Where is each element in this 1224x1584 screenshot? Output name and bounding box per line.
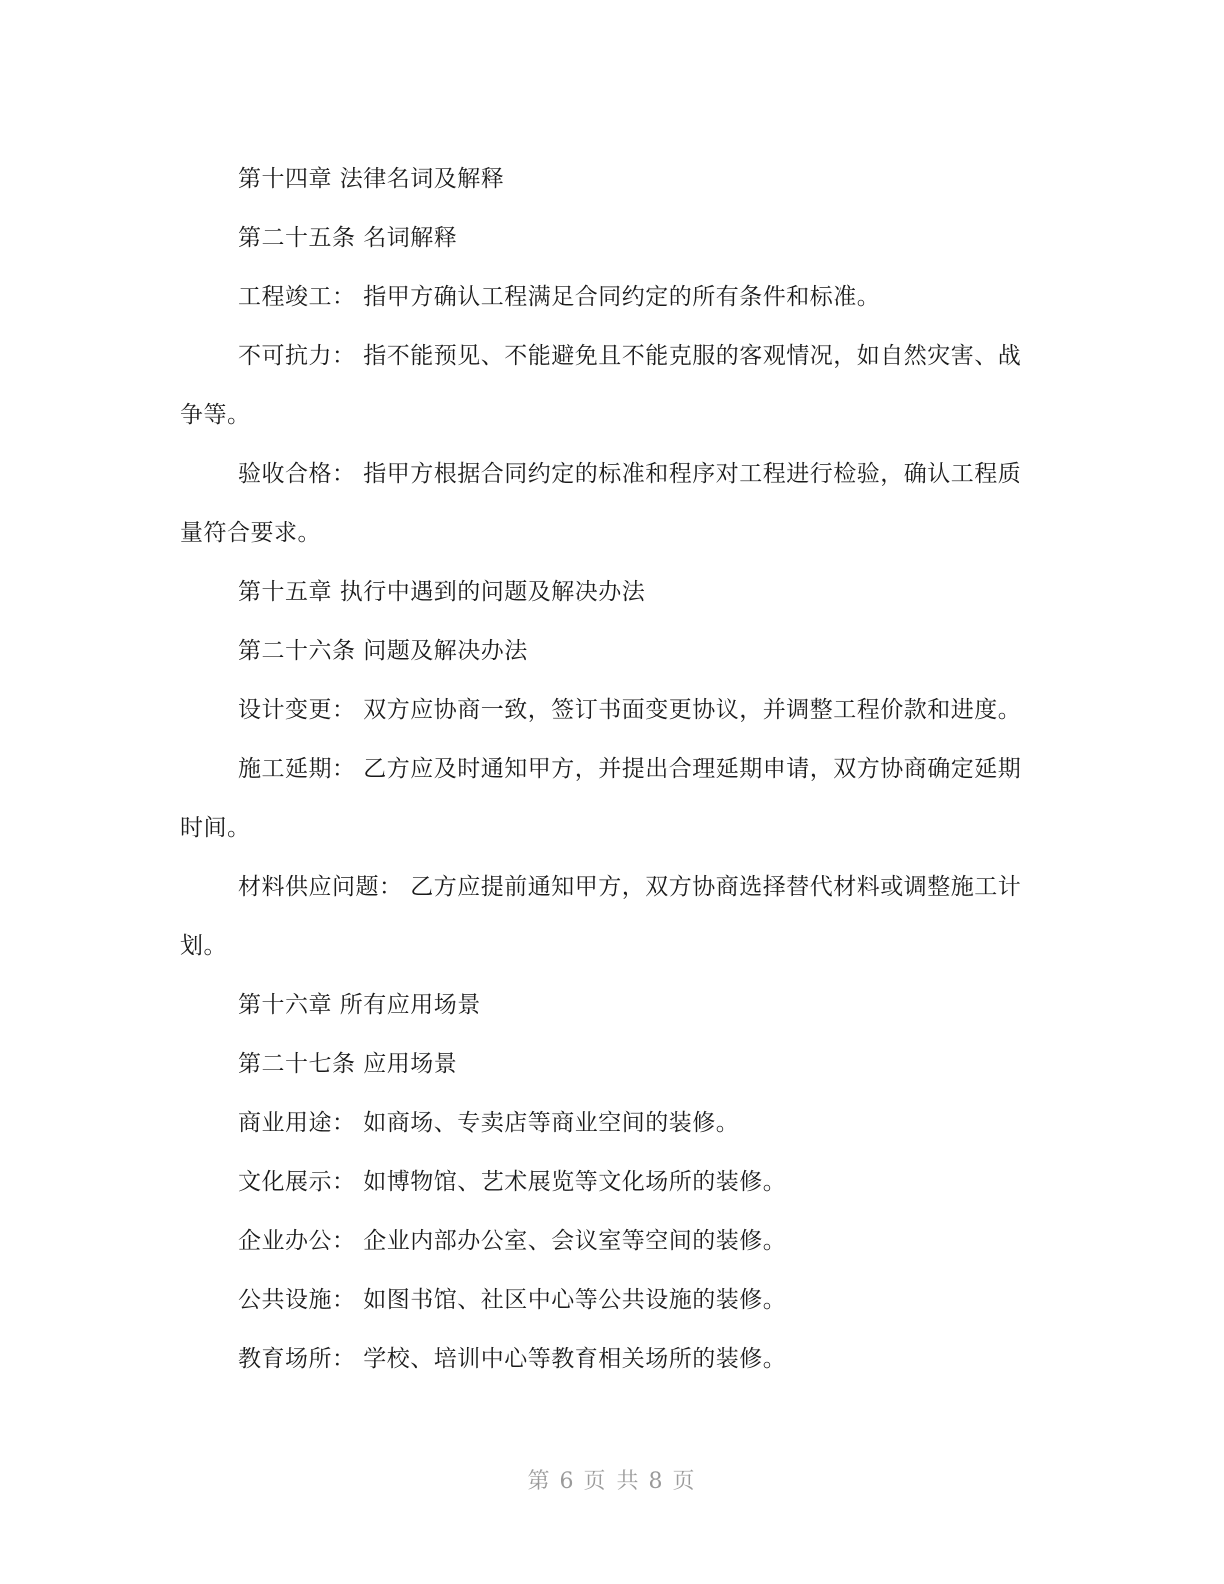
definition-acceptance: 验收合格： 指甲方根据合同约定的标准和程序对工程进行检验，确认工程质量符合要求。 (180, 461, 1022, 546)
issue-material-supply: 材料供应问题： 乙方应提前通知甲方，双方协商选择替代材料或调整施工计划。 (180, 874, 1022, 959)
chapter-heading-14: 第十四章 法律名词及解释 (238, 166, 505, 192)
page-number-footer (0, 1464, 1224, 1495)
footer-current-page: 6 (559, 1469, 576, 1494)
scenario-commercial: 商业用途： 如商场、专卖店等商业空间的装修。 (238, 1110, 740, 1136)
issue-design-change: 设计变更： 双方应协商一致，签订书面变更协议，并调整工程价款和进度。 (238, 697, 1022, 723)
footer-total-pages: 8 (648, 1469, 665, 1494)
chapter-heading-15: 第十五章 执行中遇到的问题及解决办法 (238, 579, 646, 605)
scenario-education: 教育场所： 学校、培训中心等教育相关场所的装修。 (238, 1346, 787, 1372)
definition-completion: 工程竣工： 指甲方确认工程满足合同约定的所有条件和标准。 (238, 284, 881, 310)
footer-prefix: 第 (527, 1469, 552, 1494)
definition-force-majeure: 不可抗力： 指不能预见、不能避免且不能克服的客观情况，如自然灾害、战争等。 (180, 343, 1022, 428)
footer-middle: 页 共 (583, 1469, 641, 1494)
chapter-heading-16: 第十六章 所有应用场景 (238, 992, 481, 1018)
article-heading-26: 第二十六条 问题及解决办法 (238, 638, 528, 664)
issue-construction-delay: 施工延期： 乙方应及时通知甲方，并提出合理延期申请，双方协商确定延期时间。 (180, 756, 1022, 841)
article-heading-25: 第二十五条 名词解释 (238, 225, 458, 251)
scenario-public: 公共设施： 如图书馆、社区中心等公共设施的装修。 (238, 1287, 787, 1313)
article-heading-27: 第二十七条 应用场景 (238, 1051, 458, 1077)
scenario-cultural: 文化展示： 如博物馆、艺术展览等文化场所的装修。 (238, 1169, 787, 1195)
footer-suffix: 页 (672, 1469, 697, 1494)
scenario-office: 企业办公： 企业内部办公室、会议室等空间的装修。 (238, 1228, 787, 1254)
document-body (180, 150, 1040, 1389)
